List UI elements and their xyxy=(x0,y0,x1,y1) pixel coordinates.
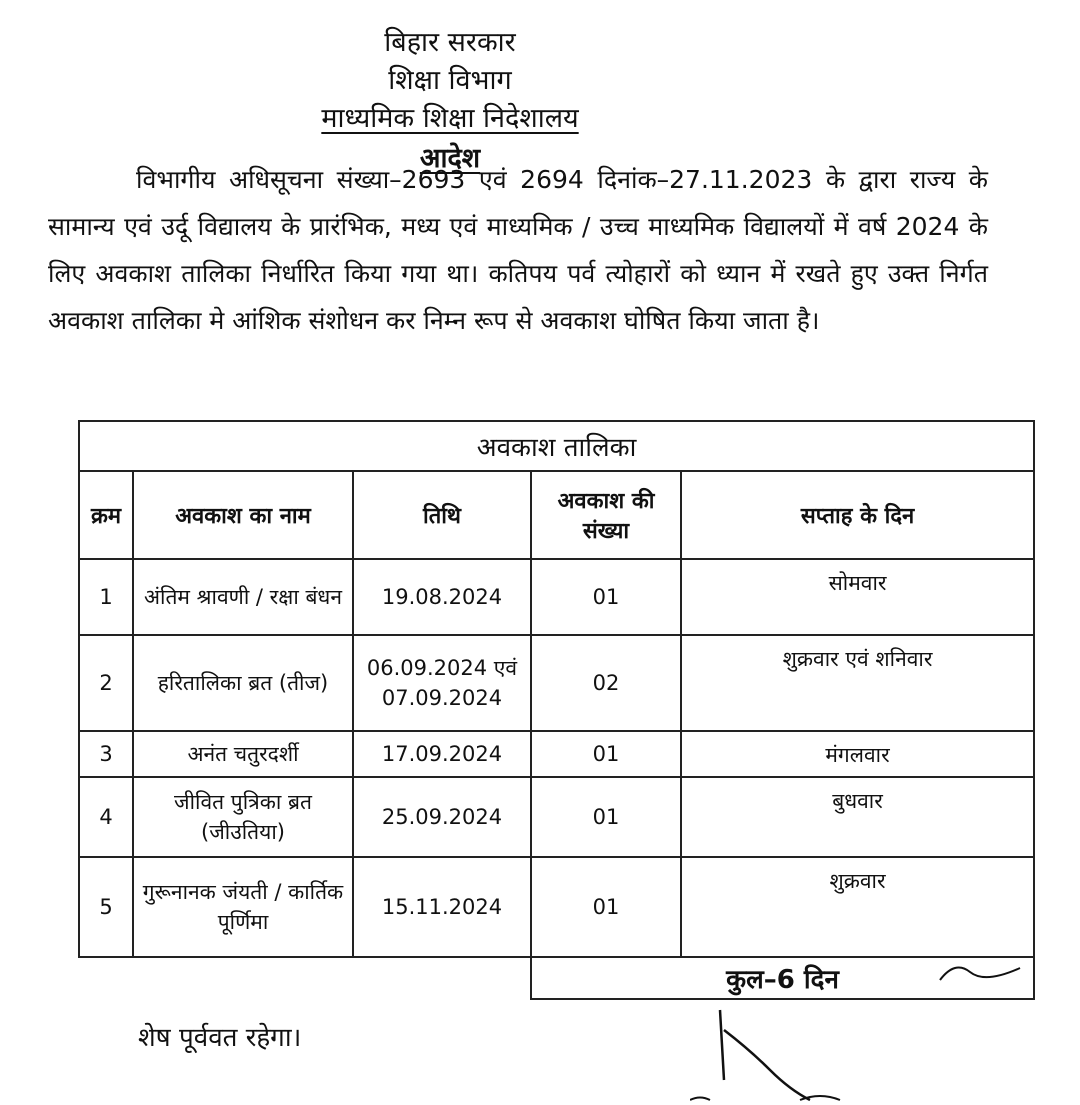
remaining-unchanged-note: शेष पूर्ववत रहेगा। xyxy=(138,1023,302,1053)
header-day: सप्ताह के दिन xyxy=(681,471,1034,559)
cell-name: अंतिम श्रावणी / रक्षा बंधन xyxy=(133,559,353,635)
table-row xyxy=(79,777,1034,857)
table-row xyxy=(79,635,1034,731)
header-date: तिथि xyxy=(353,471,531,559)
cell-day: सोमवार xyxy=(681,559,1034,635)
header-count: अवकाश की संख्या xyxy=(531,471,681,559)
cell-day: बुधवार xyxy=(681,777,1034,857)
cell-count: 02 xyxy=(531,635,681,731)
table-row xyxy=(79,559,1034,635)
cell-sn: 4 xyxy=(79,777,133,857)
cell-name: अनंत चतुरदर्शी xyxy=(133,731,353,777)
holiday-table xyxy=(78,420,1035,1000)
cell-sn: 1 xyxy=(79,559,133,635)
cell-date: 25.09.2024 xyxy=(353,777,531,857)
table-row xyxy=(79,857,1034,957)
cell-sn: 5 xyxy=(79,857,133,957)
government-name: बिहार सरकार xyxy=(384,27,516,58)
cell-name: गुरूनानक जंयती / कार्तिक पूर्णिमा xyxy=(133,857,353,957)
cell-date: 15.11.2024 xyxy=(353,857,531,957)
cell-name: जीवित पुत्रिका ब्रत (जीउतिया) xyxy=(133,777,353,857)
total-row xyxy=(79,957,1034,999)
table-row xyxy=(79,731,1034,777)
cell-count: 01 xyxy=(531,777,681,857)
cell-date: 06.09.2024 एवं 07.09.2024 xyxy=(353,635,531,731)
order-paragraph: विभागीय अधिसूचना संख्या–2693 एवं 2694 दिनांक–27.11.2023 के द्वारा राज्य के सामान्य एवं उर्दू विद्यालय के प्रारंभिक, मध्य एवं माध्यमिक / उच्च माध्यमिक विद्यालयों में वर्ष 2024 के लिए अवकाश तालिका निर्धारित किया गया था। कतिपय पर्व त्योहारों को ध्यान में रखते हुए उक्त निर्गत अवकाश तालिका मे आंशिक संशोधन कर निम्न रूप से अवकाश घोषित किया जाता है। xyxy=(48,165,988,335)
cell-count: 01 xyxy=(531,559,681,635)
cell-day: शुक्रवार एवं शनिवार xyxy=(681,635,1034,731)
cell-sn: 2 xyxy=(79,635,133,731)
department-name: शिक्षा विभाग xyxy=(388,65,512,96)
directorate-name: माध्यमिक शिक्षा निदेशालय xyxy=(321,103,579,134)
header-sn: क्रम xyxy=(79,471,133,559)
cell-count: 01 xyxy=(531,857,681,957)
total-spacer xyxy=(79,957,531,999)
order-title: आदेश xyxy=(419,143,481,174)
cell-date: 17.09.2024 xyxy=(353,731,531,777)
header-name: अवकाश का नाम xyxy=(133,471,353,559)
cell-name: हरितालिका ब्रत (तीज) xyxy=(133,635,353,731)
table-header-row xyxy=(79,471,1034,559)
total-days: कुल–6 दिन xyxy=(531,957,1034,999)
cell-day: शुक्रवार xyxy=(681,857,1034,957)
cell-sn: 3 xyxy=(79,731,133,777)
pen-stroke-mark xyxy=(935,950,1025,990)
cell-day: मंगलवार xyxy=(681,731,1034,777)
cell-date: 19.08.2024 xyxy=(353,559,531,635)
cell-count: 01 xyxy=(531,731,681,777)
table-caption: अवकाश तालिका xyxy=(79,421,1034,471)
signature-image xyxy=(690,1000,870,1105)
